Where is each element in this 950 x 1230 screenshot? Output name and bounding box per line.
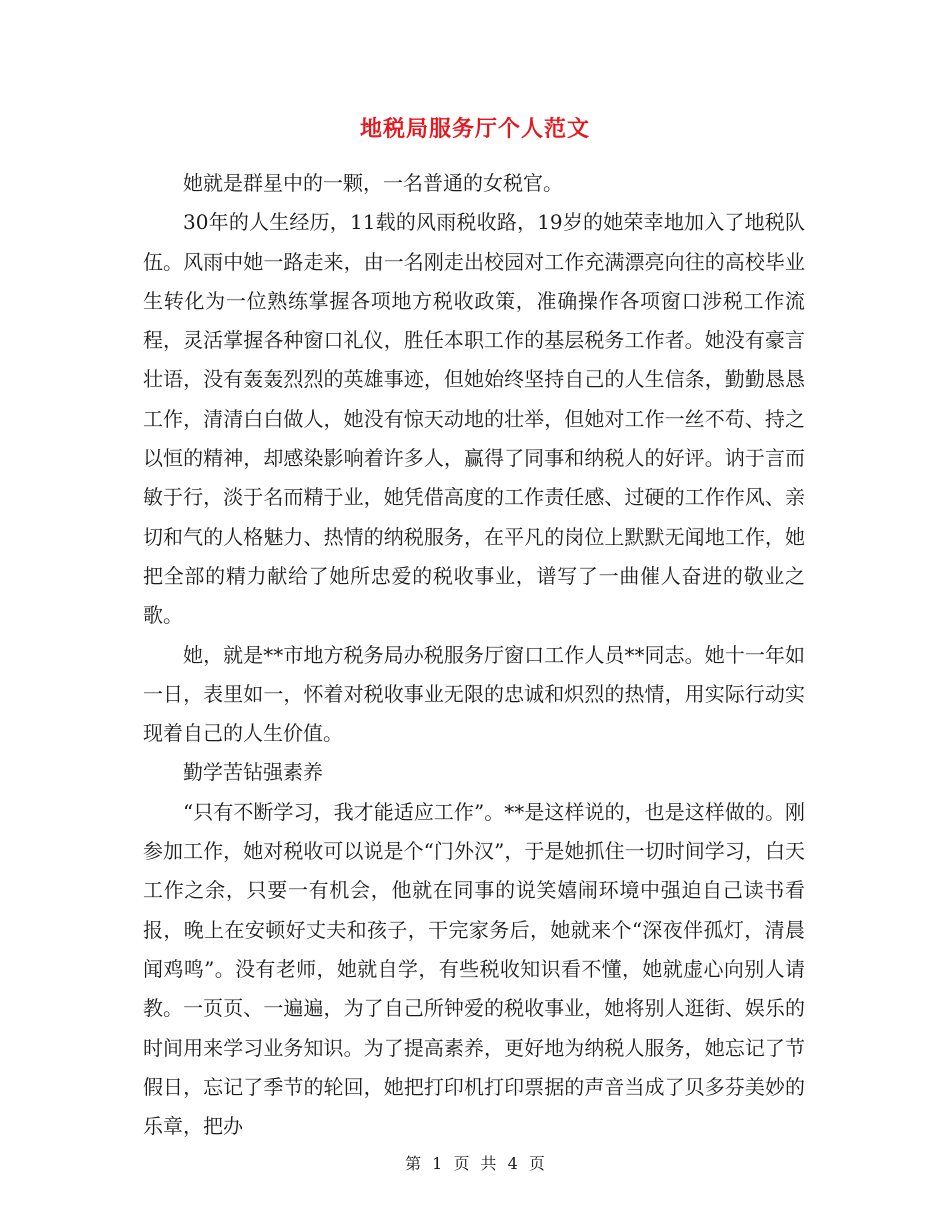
paragraph-study: “只有不断学习，我才能适应工作”。**是这样说的，也是这样做的。刚参加工作，她对税收可以说是个“门外汉”，于是她抓住一切时间学习，白天工作之余，只要一有机会，他就在同事的说笑嬉闹环境中强迫自己读书看报，晚上在安顿好丈夫和孩子，干完家务后，她就来个“深夜伴孤灯，清晨闻鸡鸣”。没有老师，她就自学，有些税收知识看不懂，她就虚心向别人请教。一页页、一遍遍，为了自己所钟爱的税收事业，她将别人逛街、娱乐的时间用来学习业务知识。为了提高素养，更好地为纳税人服务，她忘记了节假日，忘记了季节的轮回，她把打印机打印票据的声音当成了贝多芬美妙的乐章，把办 (143, 799, 805, 1139)
section-heading: 勤学苦钻强素养 (183, 760, 323, 785)
page-footer: 第 1 页 共 4 页 (405, 1154, 545, 1173)
document-title: 地税局服务厅个人范文 (359, 116, 590, 142)
paragraph-career: 30年的人生经历，11载的风雨税收路，19岁的她荣幸地加入了地税队伍。风雨中她一路走来，由一名刚走出校园对工作充满漂亮向往的高校毕业生转化为一位熟练掌握各项地方税收政策，准确操作各项窗口涉税工作流程，灵活掌握各种窗口礼仪，胜任本职工作的基层税务工作者。她没有豪言壮语，没有轰轰烈烈的英雄事迹，但她始终坚持自己的人生信条，勤勤恳恳工作，清清白白做人，她没有惊天动地的壮举，但她对工作一丝不苟、持之以恒的精神，却感染影响着许多人，赢得了同事和纳税人的好评。讷于言而敏于行，淡于名而精于业，她凭借高度的工作责任感、过硬的工作作风、亲切和气的人格魅力、热情的纳税服务，在平凡的岗位上默默无闻地工作，她把全部的精力献给了她所忠爱的税收事业，谱写了一曲催人奋进的敬业之歌。 (143, 210, 805, 628)
paragraph-identity: 她，就是**市地方税务局办税服务厅窗口工作人员**同志。她十一年如一日，表里如一，怀着对税收事业无限的忠诚和炽烈的热情，用实际行动实现着自己的人生价值。 (143, 642, 805, 746)
document-body (143, 164, 805, 1146)
paragraph-intro: 她就是群星中的一颗，一名普通的女税官。 (183, 171, 563, 195)
